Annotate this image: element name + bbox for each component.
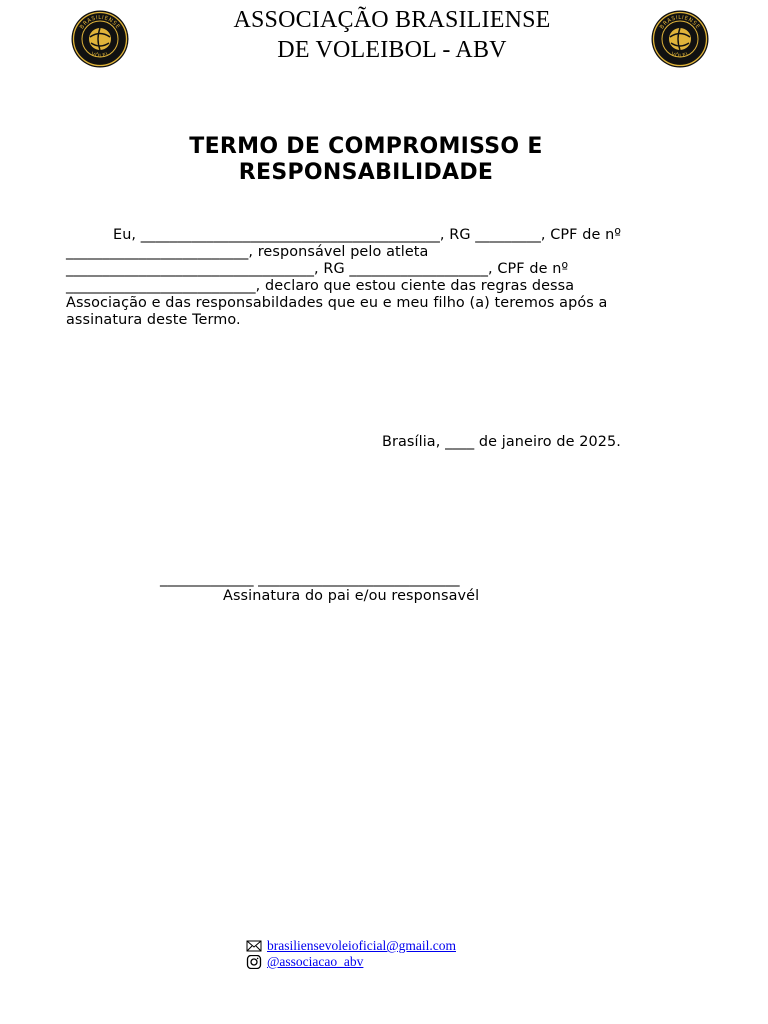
paragraph-line: __________________________, declaro que estou ciente das regras dessa [66,278,575,294]
abv-logo-right [651,10,709,68]
paragraph-line: _________________________, responsável pelo atleta [66,244,429,260]
document-title [100,134,632,186]
org-line-2: DE VOLEIBOL - ABV [277,37,507,63]
abv-logo-left [71,10,129,68]
org-line-1: ASSOCIAÇÃO BRASILIENSE [233,7,551,33]
email-link[interactable]: brasiliensevoleioficial@gmail.com [267,938,456,953]
signature-line: _____________ ____________________________ [160,571,460,587]
paragraph-line: assinatura deste Termo. [66,312,241,328]
instagram-link[interactable]: @associacao_abv [267,954,364,969]
paragraph-line: Eu, _________________________________________, RG _________, CPF de nº [113,227,622,243]
instagram-icon [246,955,262,969]
logo-text-bottom: VÔLEI [90,51,110,60]
commitment-paragraph [66,227,666,329]
title-line-1: TERMO DE COMPROMISSO E [189,134,543,159]
email-row [246,938,456,954]
paragraph-line: Associação e das responsabildades que eu e meu filho (a) teremos após a [66,295,608,311]
contact-footer [246,938,456,970]
instagram-row [246,954,456,970]
organization-name [184,5,600,65]
paragraph-line: __________________________________, RG ___________________, CPF de nº [66,261,569,277]
signature-label: Assinatura do pai e/ou responsavél [223,588,480,604]
title-line-2: RESPONSABILIDADE [238,160,494,185]
envelope-icon [246,939,262,953]
logo-text-top: BRASILIENSE [659,14,701,31]
logo-text-bottom: VÔLEI [670,51,690,60]
date-line: Brasília, ____ de janeiro de 2025. [382,434,621,450]
logo-text-top: BRASILIENSE [79,14,121,31]
